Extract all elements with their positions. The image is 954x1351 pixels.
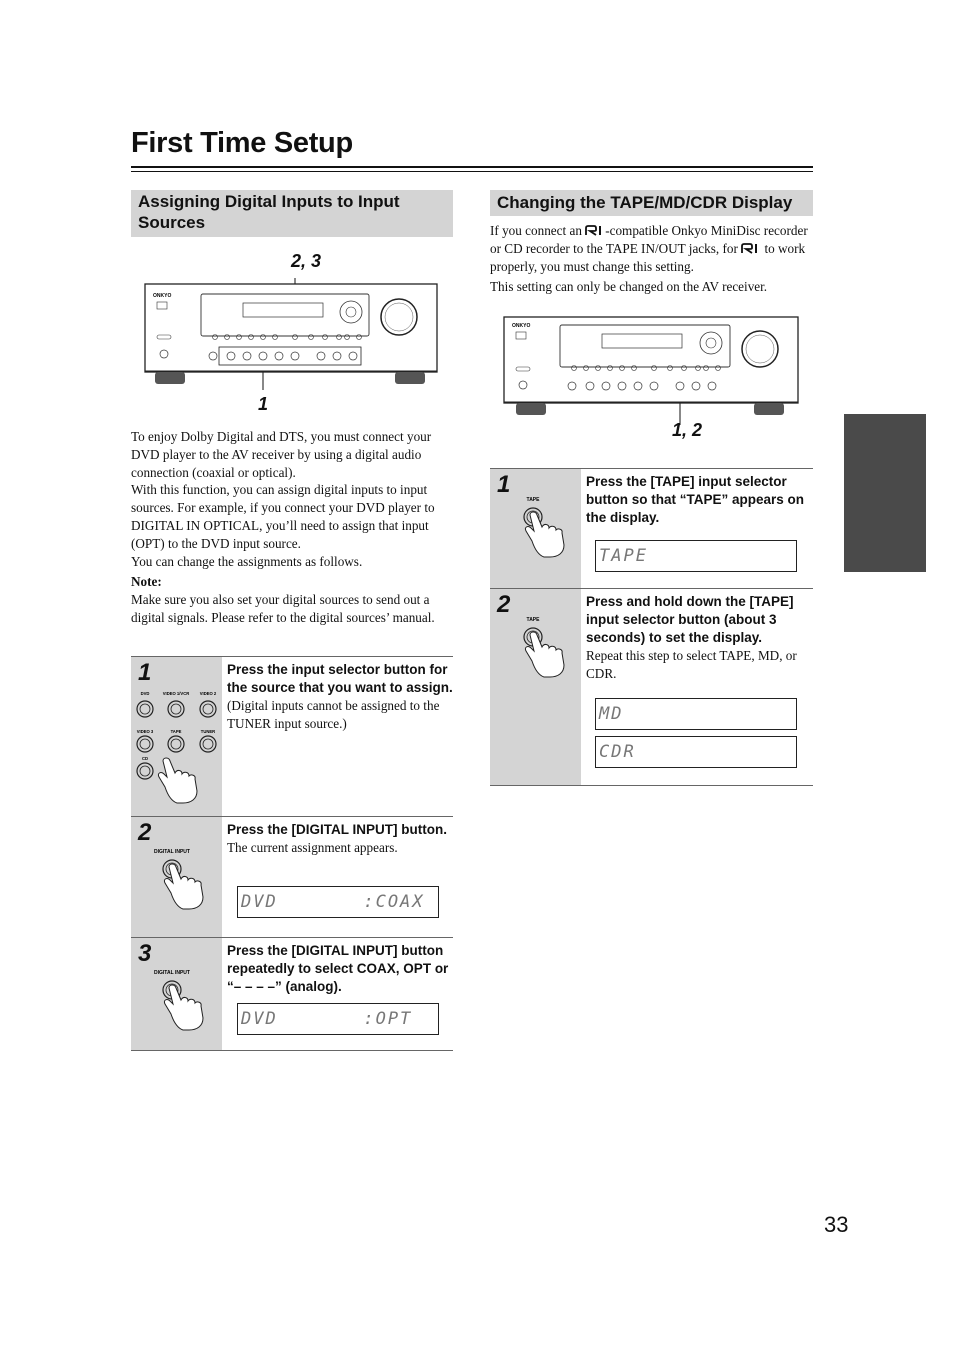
callout-1-2: 1, 2: [672, 420, 703, 440]
digital-input-button-illustration: [145, 847, 215, 917]
step-text: [227, 661, 453, 732]
title-rule-thin: [131, 171, 813, 172]
lcd-display-coax: DVD :COAX: [237, 886, 439, 918]
step-number: 3: [138, 940, 152, 967]
right-step-1: [490, 469, 813, 589]
button-label-digital-input: DIGITAL INPUT: [154, 849, 190, 855]
chapter-side-tab: [844, 414, 926, 572]
step-number: 2: [138, 819, 152, 846]
step-text: [227, 942, 453, 996]
button-label-tape: TAPE: [526, 617, 540, 623]
button-label-digital-input: DIGITAL INPUT: [154, 970, 190, 976]
step-image-panel: [131, 817, 222, 937]
receiver-front-panel-left: [143, 268, 439, 390]
page-number: 33: [824, 1212, 849, 1237]
intro-part-c: to work properly, you must change this setting.: [490, 240, 806, 274]
callout-1: 1: [258, 394, 269, 414]
section-heading-digital-inputs: Assigning Digital Inputs to Input Sources: [131, 190, 453, 237]
receiver-brand: ONKYO: [512, 323, 531, 329]
step-instruction: Press the [DIGITAL INPUT] button.: [227, 822, 448, 837]
button-label-video3: VIDEO 3: [136, 729, 154, 734]
lcd-display-md: MD: [595, 698, 797, 730]
button-label-video2: VIDEO 2: [199, 691, 217, 696]
button-label-dvd: DVD: [140, 691, 150, 696]
right-steps: [490, 468, 813, 786]
step-text: [586, 473, 813, 527]
step-number: 2: [497, 591, 511, 618]
step-image-panel: [490, 469, 581, 588]
lcd-display-cdr: CDR: [595, 736, 797, 768]
step-text: [586, 593, 813, 682]
paragraph-receiver-only: This setting can only be changed on the AV receiver.: [490, 279, 768, 295]
ri-logo-icon: [585, 225, 605, 236]
callout-2-3: 2, 3: [291, 251, 322, 271]
title-rule: [131, 166, 813, 168]
intro-text-left: [131, 428, 453, 627]
tape-button-illustration: [506, 495, 576, 565]
tape-button-illustration: [506, 615, 576, 685]
paragraph-change: You can change the assignments as follows.: [131, 553, 363, 569]
step-detail: The current assignment appears.: [227, 840, 398, 855]
step-number: 1: [138, 659, 152, 686]
step-image-panel: [131, 657, 222, 816]
step-detail: (Digital inputs cannot be assigned to the TUNER input source.): [227, 698, 440, 731]
note-label: Note:: [131, 574, 162, 590]
step-number: 1: [497, 471, 511, 498]
digital-input-button-illustration: [145, 968, 215, 1038]
step-image-panel: [490, 589, 581, 785]
page-title: First Time Setup: [131, 127, 353, 159]
button-label-tape: TAPE: [526, 497, 540, 503]
left-steps: [131, 656, 453, 1051]
note-text: Make sure you also set your digital sources to send out a digital signals. Please refer to the digital sources’ manual.: [131, 592, 435, 625]
button-label-cd: CD: [141, 756, 149, 761]
intro-part-b: -compatible Onkyo MiniDisc recorder or CD recorder to the TAPE IN/OUT jacks, for: [490, 223, 808, 256]
step-detail: Repeat this step to select TAPE, MD, or CDR.: [586, 648, 797, 681]
step-image-panel: [131, 938, 222, 1050]
intro-text-right: [490, 222, 813, 296]
right-step-2: [490, 589, 813, 786]
step-text: [227, 821, 453, 857]
step-instruction: Press the input selector button for the source that you want to assign.: [227, 662, 453, 695]
intro-part-a: If you connect an: [490, 223, 582, 238]
ri-logo-icon: [741, 243, 761, 254]
step-instruction: Press the [DIGITAL INPUT] button repeatedly to select COAX, OPT or “– – – –” (analog).: [227, 943, 449, 994]
step-instruction: Press and hold down the [TAPE] input selector button (about 3 seconds) to set the display.: [586, 594, 794, 645]
left-step-1: [131, 657, 453, 817]
left-step-3: [131, 938, 453, 1051]
step-instruction: Press the [TAPE] input selector button so that “TAPE” appears on the display.: [586, 474, 805, 525]
button-label-video1: VIDEO 1/VCR: [162, 691, 190, 696]
lcd-display-opt: DVD :OPT: [237, 1003, 439, 1035]
left-step-2: [131, 817, 453, 938]
paragraph-dolby: To enjoy Dolby Digital and DTS, you must connect your DVD player to the AV receiver by using a digital audio connection (coaxial or optical).: [131, 429, 432, 480]
input-selector-buttons-illustration: [133, 687, 221, 807]
paragraph-ri-connect: [490, 222, 813, 275]
svg-text:ONKYO: ONKYO: [153, 293, 172, 299]
button-label-tuner: TUNER: [200, 729, 216, 734]
receiver-front-panel-right: [502, 313, 800, 425]
button-label-tape: TAPE: [170, 729, 182, 734]
lcd-display-tape: TAPE: [595, 540, 797, 572]
section-heading-tape-display: Changing the TAPE/MD/CDR Display: [490, 190, 813, 216]
paragraph-assign: With this function, you can assign digital inputs to input sources. For example, if you connect your DVD player to DIGITAL IN OPTICAL, you’ll need to assign that input (OPT) to the DVD input source.: [131, 482, 435, 551]
